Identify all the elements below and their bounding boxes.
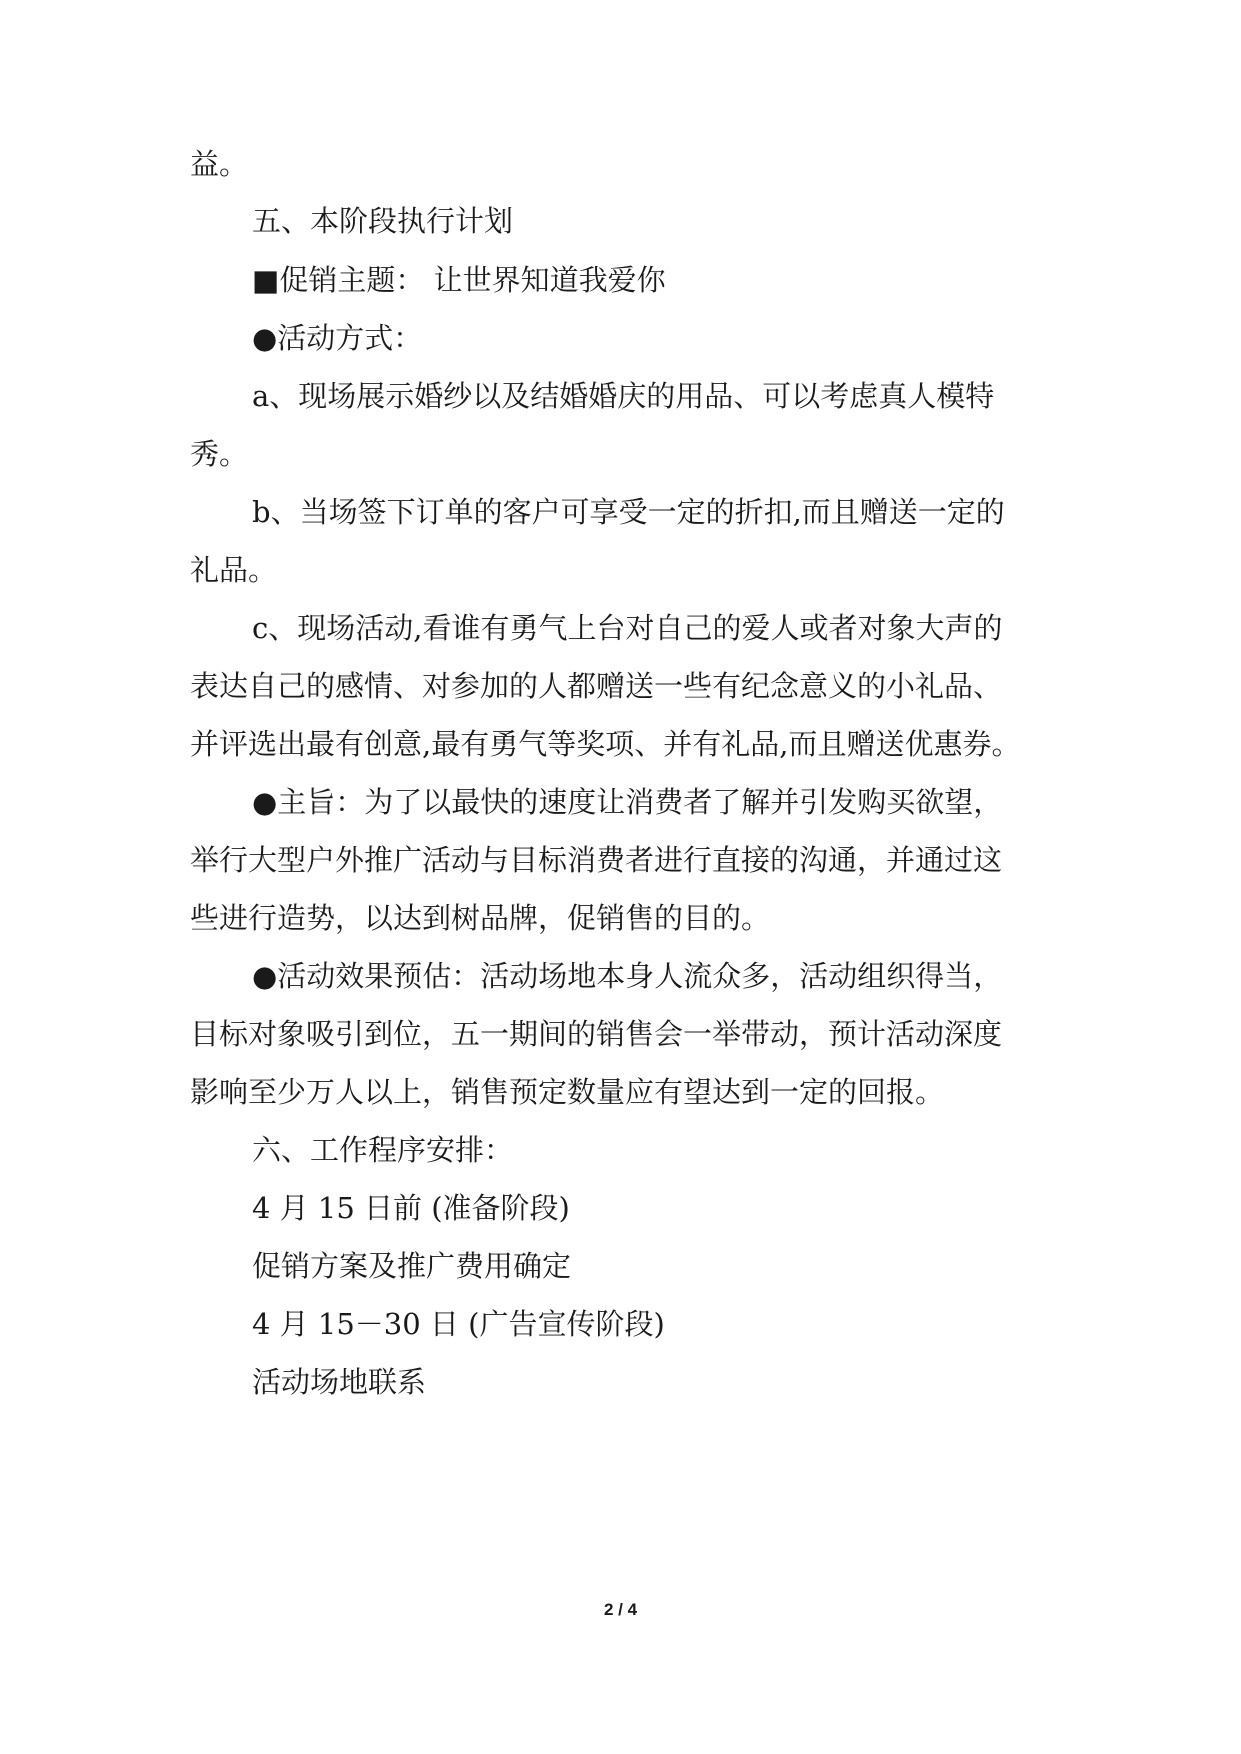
effect-estimate-paragraph: ●活动效果预估：活动场地本身人流众多，活动组织得当， <box>252 959 1003 993</box>
text-line: 礼品。 <box>190 553 278 587</box>
text-line: 益。 <box>190 147 249 181</box>
text-line: 并评选出最有创意,最有勇气等奖项、并有礼品,而且赠送优惠券。 <box>190 727 1021 761</box>
schedule-item: 活动场地联系 <box>252 1365 427 1399</box>
text-line: 表达自己的感情、对参加的人都赠送一些有纪念意义的小礼品、 <box>190 669 1003 703</box>
schedule-item: 促销方案及推广费用确定 <box>252 1249 572 1283</box>
text-line: b、当场签下订单的客户可享受一定的折扣,而且赠送一定的 <box>252 495 1005 529</box>
section-heading: 五、本阶段执行计划 <box>252 204 514 238</box>
activity-method-heading: ●活动方式： <box>252 321 423 355</box>
text-line: 影响至少万人以上，销售预定数量应有望达到一定的回报。 <box>190 1075 945 1109</box>
text-line: a、现场展示婚纱以及结婚婚庆的用品、可以考虑真人模特 <box>252 379 995 413</box>
schedule-item: 4 月 15－30 日 (广告宣传阶段) <box>252 1307 665 1341</box>
text-line: 举行大型户外推广活动与目标消费者进行直接的沟通，并通过这 <box>190 843 1003 877</box>
text-line: c、现场活动,看谁有勇气上台对自己的爱人或者对象大声的 <box>252 611 1003 645</box>
page-number: 2 / 4 <box>603 1600 638 1619</box>
purpose-paragraph: ●主旨：为了以最快的速度让消费者了解并引发购买欲望， <box>252 785 1003 819</box>
text-line: 些进行造势，以达到树品牌，促销售的目的。 <box>190 901 771 935</box>
promo-theme: ■促销主题： 让世界知道我爱你 <box>252 263 666 297</box>
schedule-item: 4 月 15 日前 (准备阶段) <box>252 1191 570 1225</box>
text-line: 目标对象吸引到位，五一期间的销售会一举带动，预计活动深度 <box>190 1017 1003 1051</box>
text-line: 秀。 <box>190 437 249 471</box>
section-heading: 六、工作程序安排： <box>252 1133 514 1167</box>
